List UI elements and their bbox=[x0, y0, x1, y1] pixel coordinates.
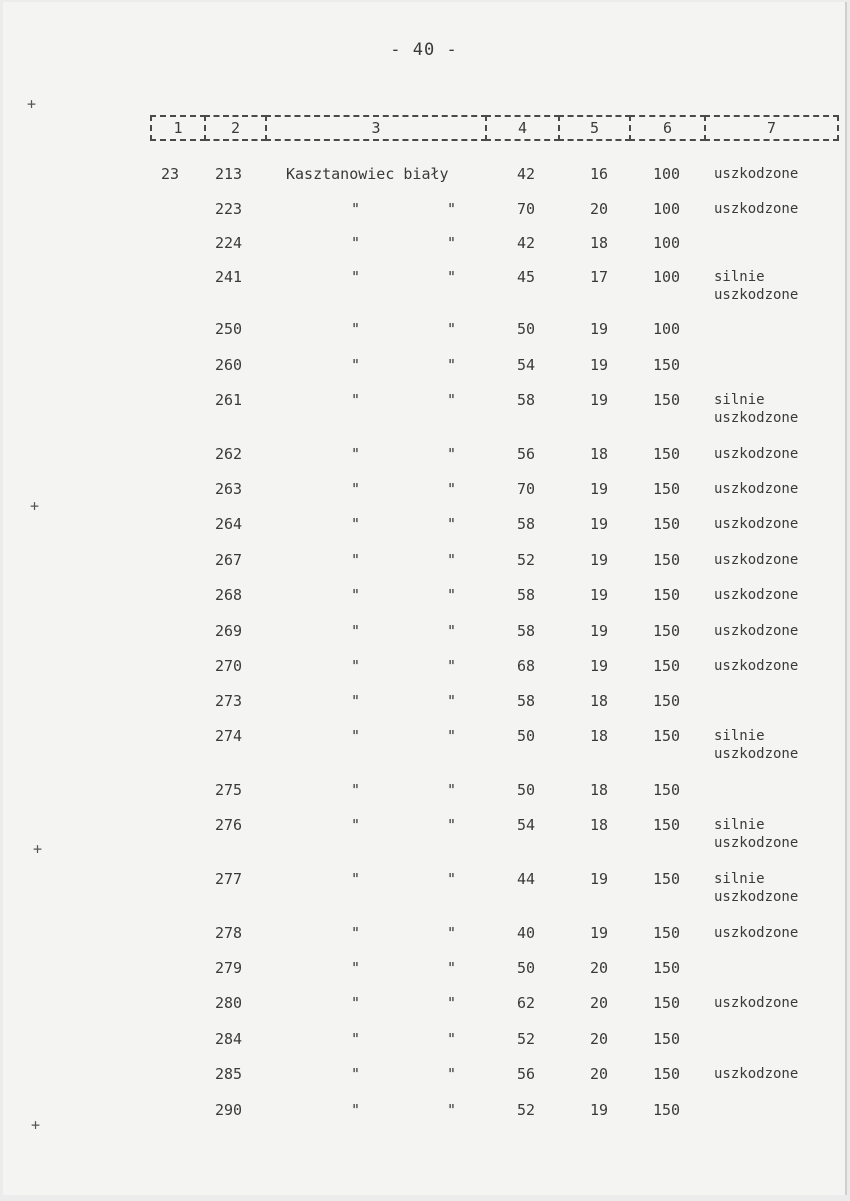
column-6-value: 150 bbox=[653, 816, 681, 834]
column-5-value: 20 bbox=[590, 1030, 609, 1048]
ditto-mark: " bbox=[447, 1065, 457, 1083]
page-number: - 40 - bbox=[390, 40, 458, 60]
ditto-mark: " bbox=[447, 445, 457, 463]
column-6-value: 150 bbox=[653, 622, 681, 640]
ditto-mark: " bbox=[447, 234, 457, 252]
column-6-value: 150 bbox=[653, 657, 681, 675]
ditto-mark: " bbox=[351, 234, 361, 252]
ditto-mark: " bbox=[351, 657, 361, 675]
condition-note: uszkodzone bbox=[714, 481, 799, 497]
ditto-mark: " bbox=[351, 200, 361, 218]
column-4-value: 58 bbox=[517, 692, 536, 710]
tree-number: 277 bbox=[215, 870, 243, 888]
tree-number: 267 bbox=[215, 551, 243, 569]
ditto-mark: " bbox=[447, 320, 457, 338]
column-4-value: 50 bbox=[517, 781, 536, 799]
column-4-value: 54 bbox=[517, 816, 536, 834]
group-id: 23 bbox=[161, 165, 180, 183]
column-4-value: 42 bbox=[517, 234, 536, 252]
ditto-mark: " bbox=[447, 586, 457, 604]
column-5-value: 20 bbox=[590, 1065, 609, 1083]
ditto-mark: " bbox=[351, 480, 361, 498]
punch-mark: + bbox=[31, 1116, 41, 1134]
condition-note: uszkodzone bbox=[714, 552, 799, 568]
column-6-value: 150 bbox=[653, 781, 681, 799]
ditto-mark: " bbox=[447, 692, 457, 710]
column-6-value: 100 bbox=[653, 165, 681, 183]
tree-number: 279 bbox=[215, 959, 243, 977]
column-4-value: 56 bbox=[517, 445, 536, 463]
ditto-mark: " bbox=[351, 1065, 361, 1083]
ditto-mark: " bbox=[351, 551, 361, 569]
tree-number: 213 bbox=[215, 165, 243, 183]
tree-number: 264 bbox=[215, 515, 243, 533]
ditto-mark: " bbox=[447, 994, 457, 1012]
column-6-value: 100 bbox=[653, 320, 681, 338]
column-4-value: 58 bbox=[517, 622, 536, 640]
condition-note: silnie uszkodzone bbox=[714, 871, 799, 905]
column-4-value: 70 bbox=[517, 200, 536, 218]
tree-number: 262 bbox=[215, 445, 243, 463]
ditto-mark: " bbox=[351, 391, 361, 409]
column-6-value: 150 bbox=[653, 1101, 681, 1119]
column-4-value: 44 bbox=[517, 870, 536, 888]
condition-note: silnie uszkodzone bbox=[714, 817, 799, 851]
ditto-mark: " bbox=[447, 622, 457, 640]
tree-number: 290 bbox=[215, 1101, 243, 1119]
column-4-value: 54 bbox=[517, 356, 536, 374]
column-4-value: 62 bbox=[517, 994, 536, 1012]
column-5-value: 20 bbox=[590, 994, 609, 1012]
tree-number: 268 bbox=[215, 586, 243, 604]
column-4-value: 40 bbox=[517, 924, 536, 942]
ditto-mark: " bbox=[447, 816, 457, 834]
column-6-value: 150 bbox=[653, 551, 681, 569]
ditto-mark: " bbox=[351, 959, 361, 977]
ditto-mark: " bbox=[447, 200, 457, 218]
tree-number: 274 bbox=[215, 727, 243, 745]
column-4-value: 58 bbox=[517, 515, 536, 533]
ditto-mark: " bbox=[447, 959, 457, 977]
condition-note: uszkodzone bbox=[714, 925, 799, 941]
ditto-mark: " bbox=[351, 586, 361, 604]
punch-mark: + bbox=[27, 95, 37, 113]
punch-mark: + bbox=[33, 840, 43, 858]
column-4-value: 50 bbox=[517, 959, 536, 977]
condition-note: uszkodzone bbox=[714, 166, 799, 182]
ditto-mark: " bbox=[447, 924, 457, 942]
column-4-value: 56 bbox=[517, 1065, 536, 1083]
ditto-mark: " bbox=[447, 1030, 457, 1048]
tree-number: 284 bbox=[215, 1030, 243, 1048]
column-6-value: 100 bbox=[653, 234, 681, 252]
tree-number: 275 bbox=[215, 781, 243, 799]
condition-note: silnie uszkodzone bbox=[714, 269, 799, 303]
document-page bbox=[3, 2, 847, 1195]
column-5-value: 19 bbox=[590, 870, 609, 888]
ditto-mark: " bbox=[351, 994, 361, 1012]
tree-number: 280 bbox=[215, 994, 243, 1012]
ditto-mark: " bbox=[351, 692, 361, 710]
column-4-value: 42 bbox=[517, 165, 536, 183]
column-header: 1 bbox=[150, 115, 206, 141]
ditto-mark: " bbox=[351, 320, 361, 338]
column-6-value: 150 bbox=[653, 924, 681, 942]
tree-number: 250 bbox=[215, 320, 243, 338]
column-4-value: 52 bbox=[517, 551, 536, 569]
tree-number: 270 bbox=[215, 657, 243, 675]
column-6-value: 150 bbox=[653, 959, 681, 977]
column-5-value: 16 bbox=[590, 165, 609, 183]
column-5-value: 19 bbox=[590, 1101, 609, 1119]
column-4-value: 52 bbox=[517, 1030, 536, 1048]
column-6-value: 150 bbox=[653, 356, 681, 374]
column-6-value: 150 bbox=[653, 1065, 681, 1083]
ditto-mark: " bbox=[447, 268, 457, 286]
condition-note: uszkodzone bbox=[714, 658, 799, 674]
ditto-mark: " bbox=[447, 515, 457, 533]
column-5-value: 19 bbox=[590, 657, 609, 675]
ditto-mark: " bbox=[351, 1030, 361, 1048]
column-6-value: 100 bbox=[653, 200, 681, 218]
column-6-value: 150 bbox=[653, 1030, 681, 1048]
ditto-mark: " bbox=[351, 781, 361, 799]
column-6-value: 150 bbox=[653, 692, 681, 710]
column-5-value: 18 bbox=[590, 816, 609, 834]
condition-note: uszkodzone bbox=[714, 587, 799, 603]
column-5-value: 19 bbox=[590, 391, 609, 409]
condition-note: uszkodzone bbox=[714, 201, 799, 217]
tree-number: 263 bbox=[215, 480, 243, 498]
column-6-value: 150 bbox=[653, 586, 681, 604]
column-header: 2 bbox=[204, 115, 267, 141]
ditto-mark: " bbox=[447, 356, 457, 374]
column-header: 7 bbox=[704, 115, 839, 141]
column-5-value: 18 bbox=[590, 727, 609, 745]
ditto-mark: " bbox=[351, 924, 361, 942]
column-6-value: 150 bbox=[653, 480, 681, 498]
column-4-value: 58 bbox=[517, 586, 536, 604]
ditto-mark: " bbox=[351, 727, 361, 745]
column-5-value: 20 bbox=[590, 200, 609, 218]
species-name: Kasztanowiec biały bbox=[286, 165, 449, 183]
column-5-value: 19 bbox=[590, 924, 609, 942]
tree-number: 223 bbox=[215, 200, 243, 218]
column-6-value: 150 bbox=[653, 870, 681, 888]
condition-note: uszkodzone bbox=[714, 623, 799, 639]
ditto-mark: " bbox=[447, 727, 457, 745]
column-4-value: 50 bbox=[517, 727, 536, 745]
punch-mark: + bbox=[30, 497, 40, 515]
tree-number: 285 bbox=[215, 1065, 243, 1083]
column-4-value: 50 bbox=[517, 320, 536, 338]
condition-note: silnie uszkodzone bbox=[714, 728, 799, 762]
ditto-mark: " bbox=[351, 268, 361, 286]
column-5-value: 18 bbox=[590, 445, 609, 463]
column-6-value: 150 bbox=[653, 727, 681, 745]
column-6-value: 150 bbox=[653, 391, 681, 409]
ditto-mark: " bbox=[447, 781, 457, 799]
ditto-mark: " bbox=[351, 870, 361, 888]
column-5-value: 20 bbox=[590, 959, 609, 977]
column-5-value: 19 bbox=[590, 515, 609, 533]
ditto-mark: " bbox=[447, 391, 457, 409]
column-4-value: 52 bbox=[517, 1101, 536, 1119]
condition-note: uszkodzone bbox=[714, 446, 799, 462]
condition-note: uszkodzone bbox=[714, 516, 799, 532]
column-6-value: 100 bbox=[653, 268, 681, 286]
column-5-value: 18 bbox=[590, 781, 609, 799]
column-header: 5 bbox=[558, 115, 631, 141]
column-6-value: 150 bbox=[653, 515, 681, 533]
ditto-mark: " bbox=[351, 1101, 361, 1119]
column-5-value: 19 bbox=[590, 622, 609, 640]
ditto-mark: " bbox=[351, 622, 361, 640]
ditto-mark: " bbox=[447, 870, 457, 888]
column-5-value: 18 bbox=[590, 234, 609, 252]
column-4-value: 58 bbox=[517, 391, 536, 409]
tree-number: 261 bbox=[215, 391, 243, 409]
column-6-value: 150 bbox=[653, 445, 681, 463]
column-4-value: 45 bbox=[517, 268, 536, 286]
ditto-mark: " bbox=[447, 551, 457, 569]
condition-note: uszkodzone bbox=[714, 1066, 799, 1082]
ditto-mark: " bbox=[351, 445, 361, 463]
tree-number: 224 bbox=[215, 234, 243, 252]
ditto-mark: " bbox=[447, 657, 457, 675]
ditto-mark: " bbox=[351, 356, 361, 374]
column-5-value: 19 bbox=[590, 480, 609, 498]
column-5-value: 19 bbox=[590, 586, 609, 604]
condition-note: silnie uszkodzone bbox=[714, 392, 799, 426]
ditto-mark: " bbox=[351, 515, 361, 533]
tree-number: 269 bbox=[215, 622, 243, 640]
tree-number: 241 bbox=[215, 268, 243, 286]
column-4-value: 68 bbox=[517, 657, 536, 675]
tree-number: 276 bbox=[215, 816, 243, 834]
column-header: 4 bbox=[485, 115, 560, 141]
condition-note: uszkodzone bbox=[714, 995, 799, 1011]
column-5-value: 18 bbox=[590, 692, 609, 710]
ditto-mark: " bbox=[447, 480, 457, 498]
tree-number: 273 bbox=[215, 692, 243, 710]
column-header: 6 bbox=[629, 115, 706, 141]
ditto-mark: " bbox=[447, 1101, 457, 1119]
column-6-value: 150 bbox=[653, 994, 681, 1012]
column-5-value: 19 bbox=[590, 320, 609, 338]
tree-number: 278 bbox=[215, 924, 243, 942]
column-header: 3 bbox=[265, 115, 487, 141]
column-4-value: 70 bbox=[517, 480, 536, 498]
column-5-value: 19 bbox=[590, 356, 609, 374]
tree-number: 260 bbox=[215, 356, 243, 374]
column-5-value: 19 bbox=[590, 551, 609, 569]
ditto-mark: " bbox=[351, 816, 361, 834]
column-5-value: 17 bbox=[590, 268, 609, 286]
